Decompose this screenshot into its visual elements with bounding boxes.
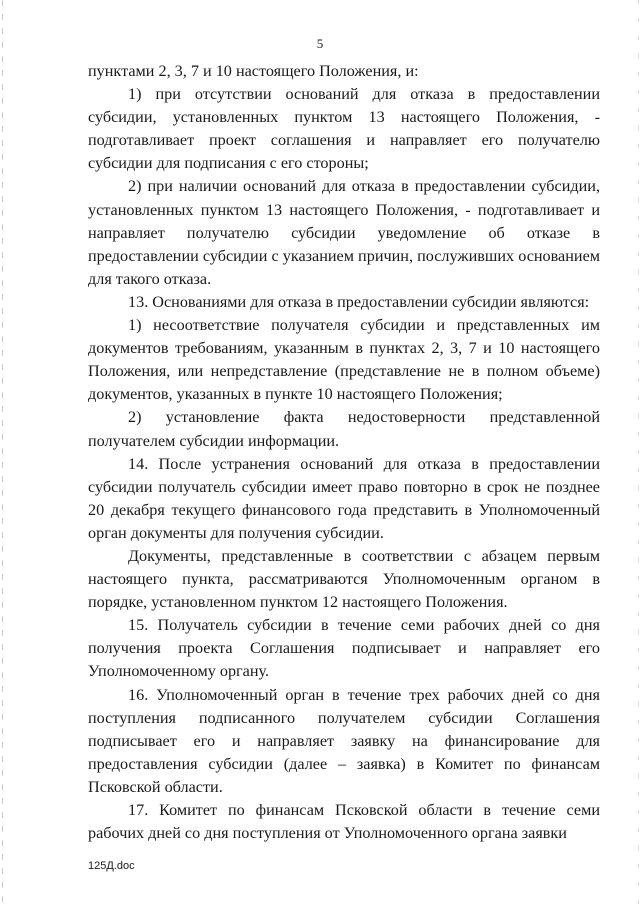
scan-edge-right: [638, 0, 639, 905]
page-number: 5: [316, 36, 324, 51]
paragraph-15: 15. Получатель субсидии в течение семи рабочих дней со дня получения проекта Соглашения подписывает и направляет его Уполномоченному органу.: [88, 616, 600, 681]
paragraph-continuation: пунктами 2, 3, 7 и 10 настоящего Положения, и:: [88, 62, 419, 80]
paragraph-16: 16. Уполномоченный орган в течение трех рабочих дней со дня поступления подписанного получателем субсидии Соглашения подписывает его и направляет заявку на финансирование для предоставления субсидии (далее – заявка) в Комитет по финансам Псковской области.: [88, 685, 600, 796]
paragraph-item-1: 1) при отсутствии оснований для отказа в предоставлении субсидии, установленных пунктом 13 настоящего Положения, - подготавливает проект соглашения и направляет его получателю субсидии для подписания с его стороны;: [88, 85, 600, 173]
paragraph-13-item-2: 2) установление факта недостоверности представленной получателем субсидии информации.: [88, 408, 600, 450]
paragraph-14-documents: Документы, представленные в соответствии с абзацем первым настоящего пункта, рассматриваются Уполномоченным органом в порядке, установленном пунктом 12 настоящего Положения.: [88, 546, 600, 612]
document-body: [88, 60, 600, 845]
paragraph-13: 13. Основаниями для отказа в предоставлении субсидии являются:: [128, 292, 590, 311]
paragraph-14: 14. После устранения оснований для отказа в предоставлении субсидии получатель субсидии имеет право повторно в срок не позднее 20 декабря текущего финансового года представить в Уполномоченный орган документы для получения субсидии.: [88, 454, 600, 542]
paragraph-17: 17. Комитет по финансам Псковской области в течение семи рабочих дней со дня поступления от Уполномоченного органа заявки: [88, 801, 600, 843]
footer-filename: 125Д.doc: [88, 860, 135, 872]
paragraph-13-item-1: 1) несоответствие получателя субсидии и представленных им документов требованиям, указанным в пунктах 2, 3, 7 и 10 настоящего Положения, или непредставление (представление не в полном объеме) документов, указанных в пункте 10 настоящего Положения;: [88, 316, 600, 404]
paragraph-item-2: 2) при наличии оснований для отказа в предоставлении субсидии, установленных пунктом 13 настоящего Положения, - подготавливает и направляет получателю субсидии уведомление об отказе в предоставлении субсидии с указанием причин, послуживших основанием для такого отказа.: [88, 177, 600, 288]
scan-edge-left: [2, 0, 3, 905]
